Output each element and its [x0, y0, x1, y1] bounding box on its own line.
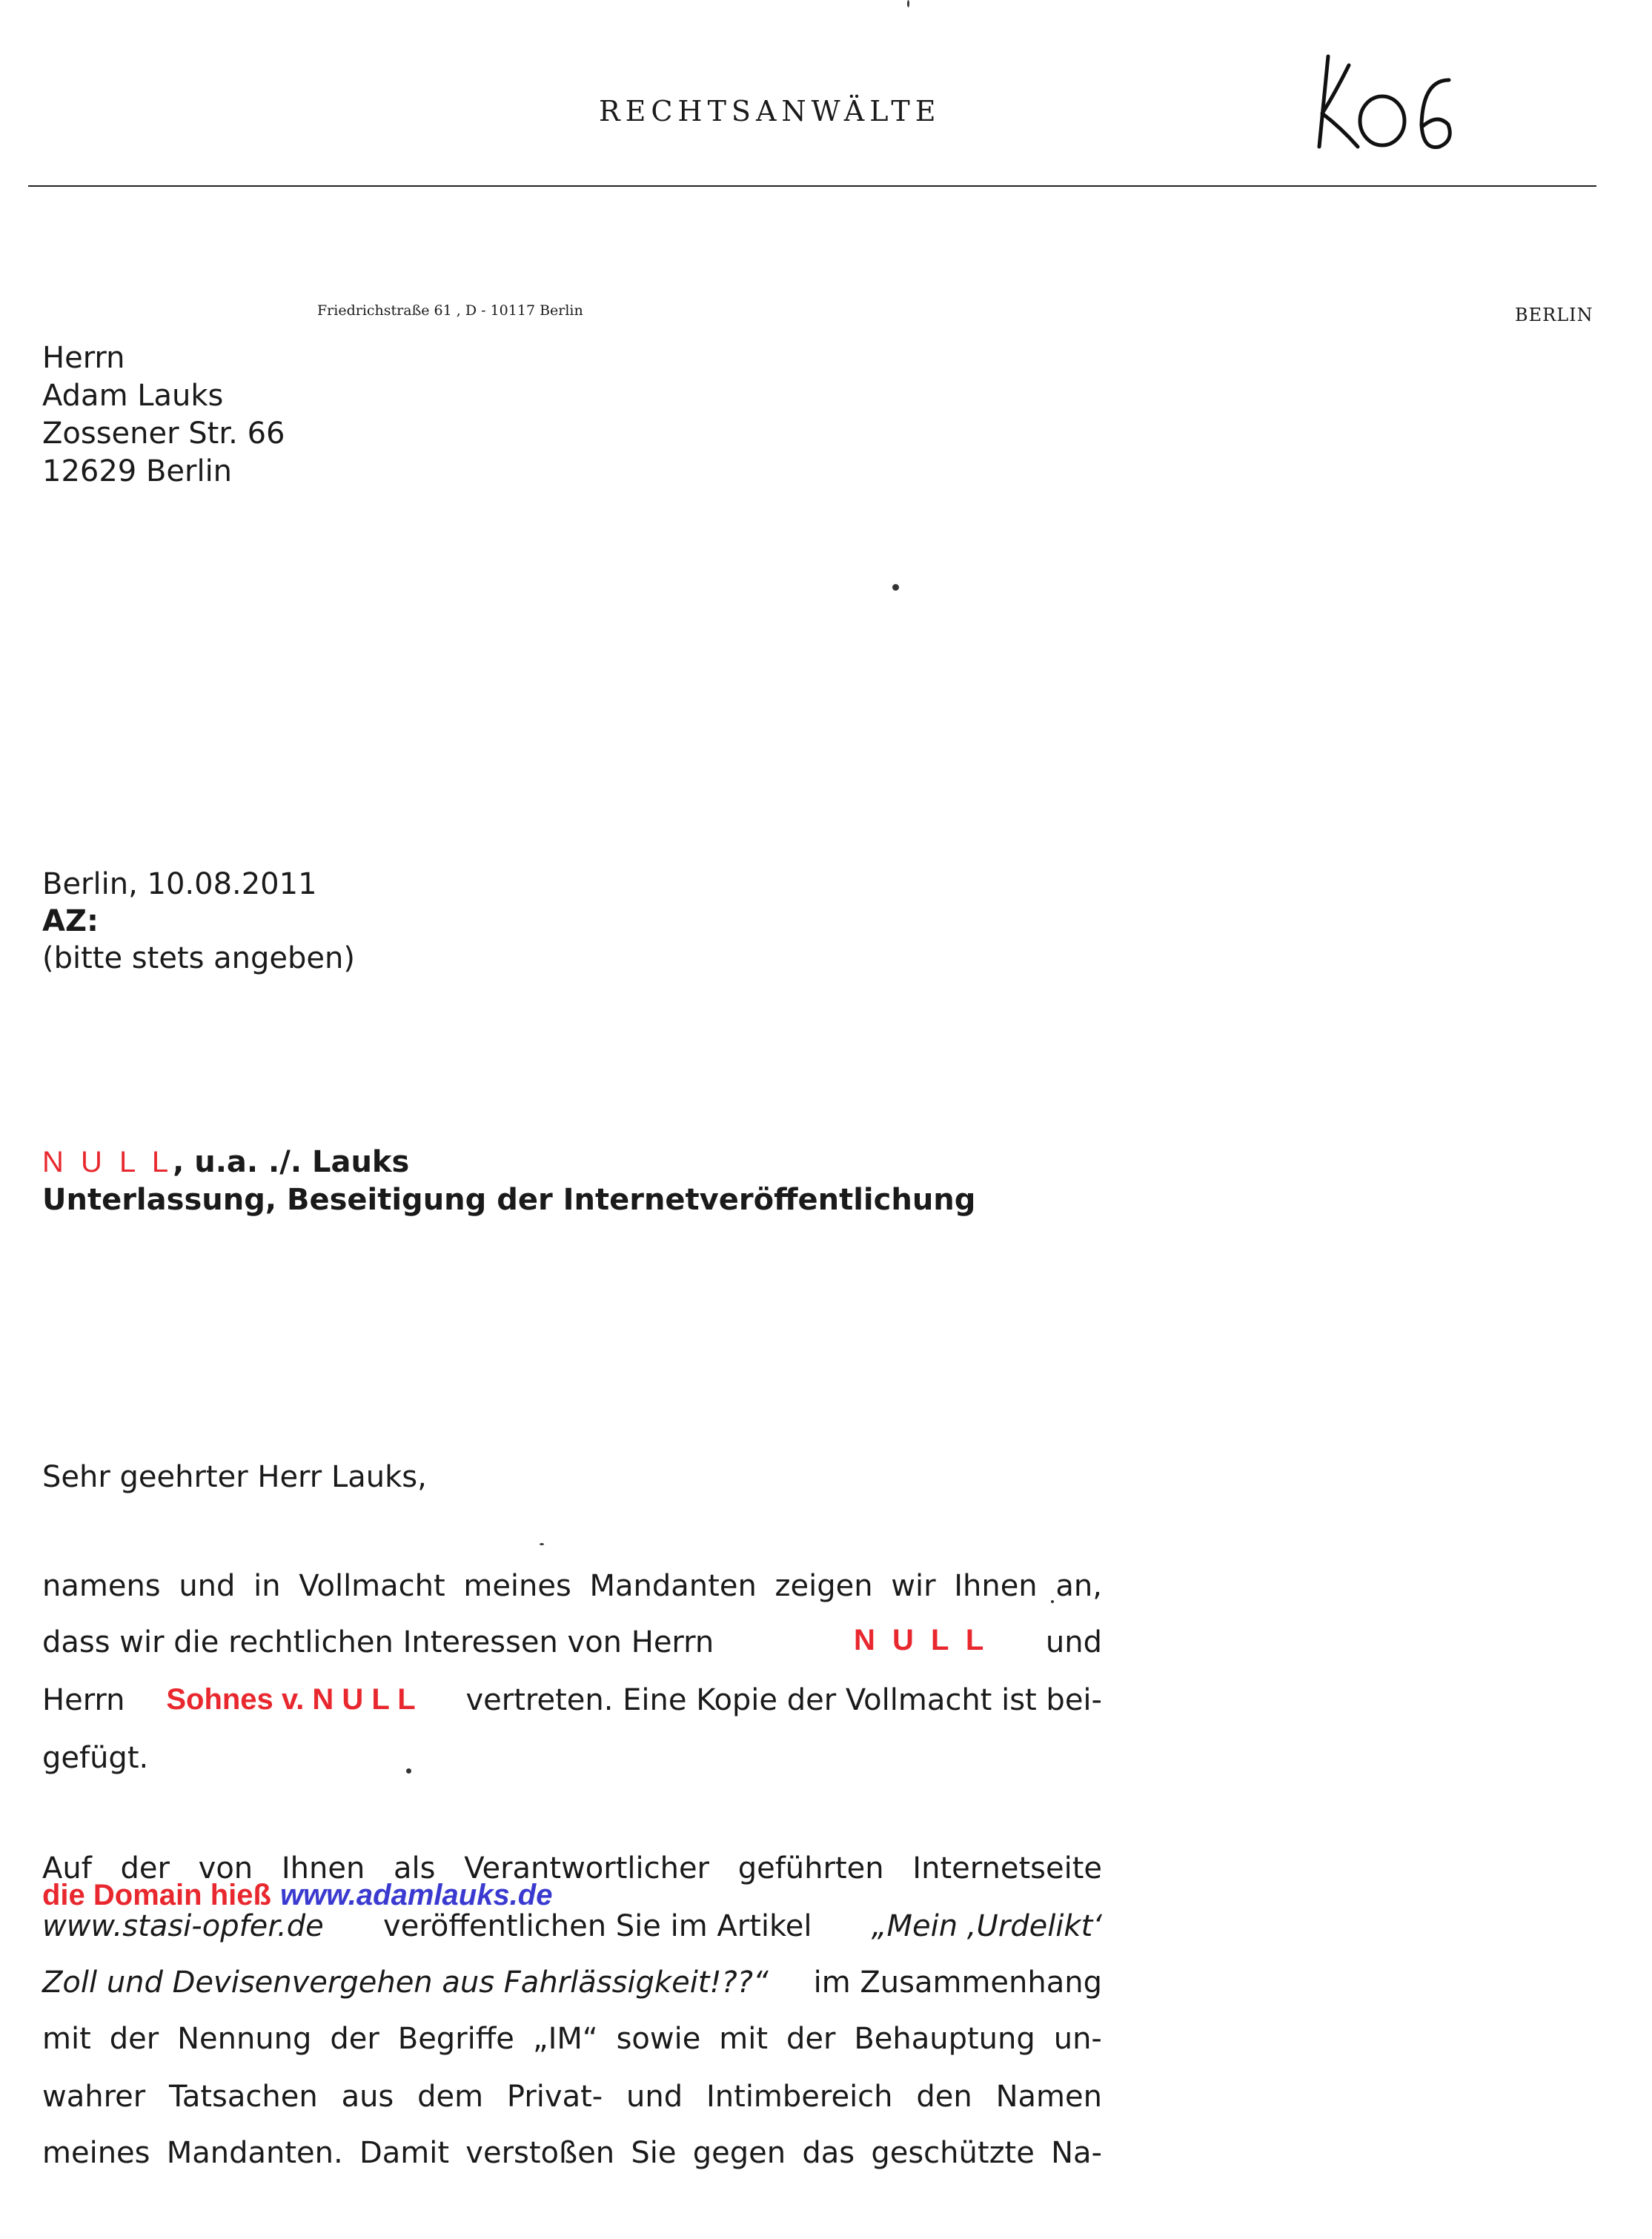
- word: Nennung: [177, 2022, 312, 2056]
- paragraph2-line6: [42, 2136, 1102, 2170]
- scan-speck: [406, 1768, 411, 1774]
- subject-line-matter: Unterlassung, Beseitigung der Internetveröffentlichung: [42, 1183, 976, 1217]
- scan-speck: [892, 584, 899, 591]
- paragraph2-line2: [42, 1909, 1102, 1943]
- word: Na-: [1051, 2136, 1102, 2170]
- word: Damit: [359, 2136, 450, 2170]
- reference-note: (bitte stets angeben): [42, 941, 355, 975]
- paragraph1-line4: gefügt.: [42, 1741, 149, 1775]
- article-title-start: „Mein ‚Urdelikt‘: [871, 1909, 1102, 1943]
- word: geführten: [737, 1851, 884, 1885]
- word: Tatsachen: [169, 2080, 318, 2114]
- word: wir: [891, 1569, 936, 1603]
- letterhead-city: BERLIN: [1515, 305, 1593, 325]
- word: Auf: [42, 1851, 92, 1885]
- word: geschützte: [871, 2136, 1035, 2170]
- paragraph1-line1: [42, 1569, 1102, 1603]
- word: wahrer: [42, 2080, 146, 2114]
- word: der: [109, 2022, 159, 2056]
- paragraph2-line3: [42, 1966, 1102, 2000]
- word: Begriffe: [397, 2022, 514, 2056]
- word: verstoßen: [465, 2136, 615, 2170]
- word: Behauptung: [854, 2022, 1035, 2056]
- line-text: dass wir die rechtlichen Interessen von Herrn: [42, 1625, 714, 1659]
- paragraph2-line4: [42, 2022, 1102, 2056]
- handwritten-mark: [1312, 43, 1460, 162]
- word: mit: [719, 2022, 769, 2056]
- article-title-end: Zoll und Devisenvergehen aus Fahrlässigkeit!??“: [42, 1966, 769, 2000]
- sender-address: Friedrichstraße 61 , D - 10117 Berlin: [317, 302, 583, 319]
- line-text: im Zusammenhang: [813, 1966, 1102, 2000]
- word: „IM“: [532, 2022, 598, 2056]
- word: der: [330, 2022, 379, 2056]
- word: Internetseite: [912, 1851, 1102, 1885]
- redacted-name: N U L L: [42, 1146, 173, 1178]
- paragraph2-line5: [42, 2080, 1102, 2114]
- word: in: [253, 1569, 281, 1603]
- line-text: vertreten. Eine Kopie der Vollmacht ist bei-: [465, 1683, 1102, 1717]
- word: meines: [463, 1569, 571, 1603]
- line-text: veröffentlichen Sie im Artikel: [383, 1909, 812, 1943]
- website-url: www.stasi-opfer.de: [42, 1909, 324, 1943]
- word: dem: [417, 2080, 484, 2114]
- word: meines: [42, 2136, 150, 2170]
- recipient-salutation: Herrn: [42, 341, 125, 375]
- word: Namen: [995, 2080, 1102, 2114]
- word: von: [198, 1851, 253, 1885]
- scan-speck: [907, 0, 909, 7]
- word: Ihnen: [281, 1851, 365, 1885]
- scan-speck: [540, 1543, 544, 1545]
- word: un-: [1053, 2022, 1102, 2056]
- word: aus: [341, 2080, 394, 2114]
- domain-annotation-url: www.adamlauks.de: [279, 1879, 553, 1911]
- letterhead-divider: [28, 185, 1596, 187]
- word: Mandanten.: [166, 2136, 343, 2170]
- word: der: [120, 1851, 170, 1885]
- subject-line-parties: [42, 1145, 409, 1179]
- word: mit: [42, 2022, 91, 2056]
- word: Vollmacht: [299, 1569, 445, 1603]
- word: sowie: [616, 2022, 701, 2056]
- paragraph1-line3: [42, 1683, 1102, 1717]
- word: namens: [42, 1569, 161, 1603]
- recipient-street: Zossener Str. 66: [42, 417, 285, 451]
- domain-annotation: [42, 1879, 552, 1912]
- paragraph1-line2: [42, 1625, 1102, 1659]
- word: das: [802, 2136, 855, 2170]
- word: den: [916, 2080, 972, 2114]
- redacted-son-name: Sohnes v. N U L L: [166, 1683, 416, 1716]
- word: der: [786, 2022, 836, 2056]
- word: Privat-: [506, 2080, 603, 2114]
- recipient-name: Adam Lauks: [42, 379, 224, 413]
- word: Intimbereich: [706, 2080, 893, 2114]
- subject-parties-text: , u.a. ./. Lauks: [173, 1145, 410, 1179]
- word: Ihnen: [954, 1569, 1038, 1603]
- word: und: [179, 1569, 236, 1603]
- letter-date: Berlin, 10.08.2011: [42, 867, 317, 901]
- word: Sie: [631, 2136, 677, 2170]
- reference-label: AZ:: [42, 904, 99, 938]
- letterhead-title: RECHTSANWÄLTE: [599, 95, 941, 127]
- recipient-city: 12629 Berlin: [42, 454, 233, 488]
- word: und: [626, 2080, 683, 2114]
- word: an,: [1055, 1569, 1102, 1603]
- word: gegen: [692, 2136, 786, 2170]
- letter-salutation: Sehr geehrter Herr Lauks,: [42, 1460, 427, 1494]
- redacted-name: N U L L: [854, 1624, 989, 1656]
- word: Mandanten: [589, 1569, 757, 1603]
- line-text: Herrn: [42, 1683, 125, 1717]
- word: zeigen: [774, 1569, 873, 1603]
- word: als: [394, 1851, 436, 1885]
- domain-annotation-label: die Domain hieß: [42, 1879, 271, 1911]
- scan-speck: [1051, 1600, 1054, 1603]
- line-text: und: [1045, 1625, 1102, 1659]
- word: Verantwortlicher: [464, 1851, 710, 1885]
